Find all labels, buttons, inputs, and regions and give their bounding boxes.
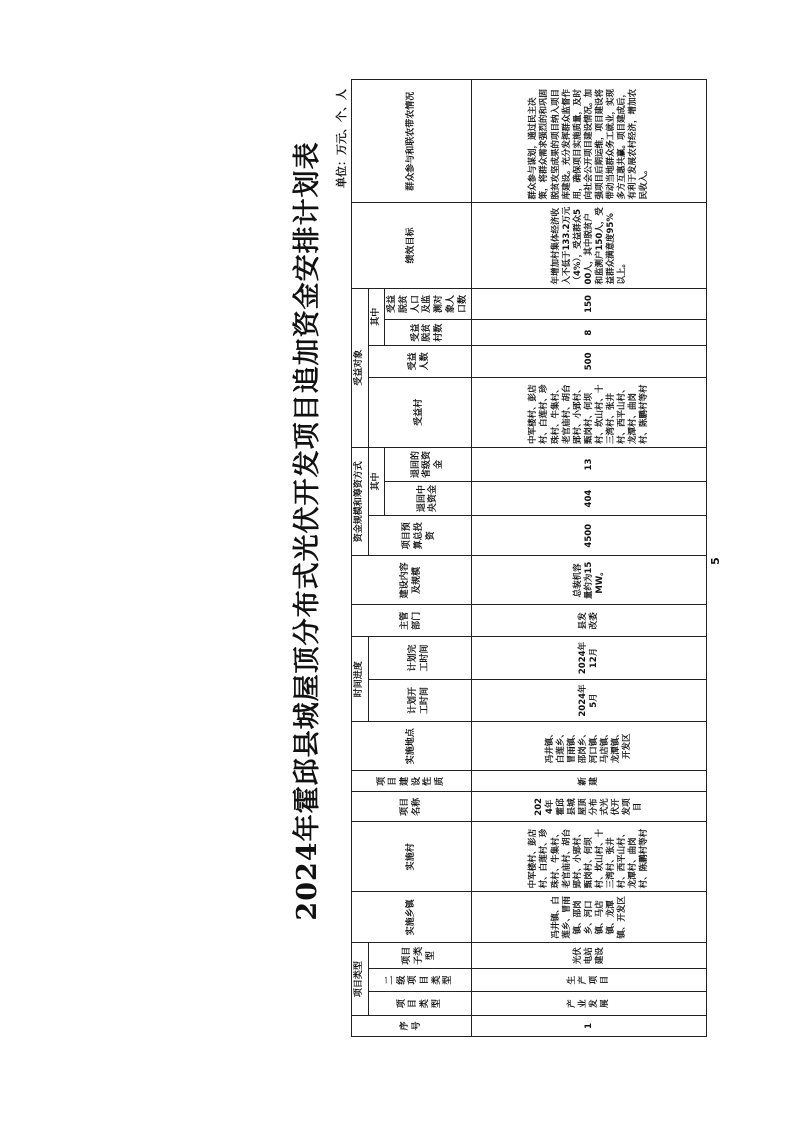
cell-secondary-category: 生产项目 — [472, 968, 707, 991]
header-beneficiary-monitored-population: 受益脱贫人口及监测对象人口数 — [385, 288, 472, 320]
header-authority: 主管部门 — [352, 605, 472, 637]
header-provincial-funds: 退回的省级资金 — [385, 448, 472, 482]
unit-note: 单位：万元、个、人 — [335, 89, 348, 188]
page-number: 5 — [709, 557, 722, 565]
cell-seq: 1 — [472, 1015, 707, 1036]
header-beneficiary-people: 受益人数 — [368, 345, 472, 377]
header-content-scale: 建设内容及规模 — [352, 556, 472, 605]
header-beneficiary-poor-villages: 受益脱贫村数 — [385, 320, 472, 346]
funding-plan-table — [351, 79, 707, 1037]
cell-authority: 县发改委 — [472, 605, 707, 637]
rotated-sheet — [263, 61, 733, 1061]
header-town: 实施乡镇 — [352, 892, 472, 943]
cell-planned-end: 2024年12月 — [472, 637, 707, 680]
cell-sub-category: 光伏电站建设 — [472, 943, 707, 969]
cell-village: 中军楼村、彭店村、白莲村、珍珠村、牛集村、老官庙村、胡台郢村、小郢村、甄岗村、何坝村、坎山村、十三湾村、张井村、西平山村、龙潭村、曲岗村、陈鹏村等村 — [472, 822, 707, 892]
cell-item-category: 产业发展 — [472, 992, 707, 1015]
header-funding: 资金规模和筹资方式 — [352, 448, 369, 556]
cell-beneficiary-poor-villages: 8 — [472, 320, 707, 346]
header-planned-end: 计划完工时间 — [368, 637, 472, 680]
cell-beneficiary-monitored-population: 150 — [472, 288, 707, 320]
header-total-budget: 项目预算总投资 — [368, 516, 472, 556]
cell-central-funds: 404 — [472, 482, 707, 516]
cell-project-name: 2024年霍邱县城屋顶分布式光伏开发项目 — [472, 792, 707, 822]
header-project-name: 项目名称 — [352, 792, 472, 822]
header-village: 实施村 — [352, 822, 472, 892]
header-performance-goal: 绩效目标 — [352, 203, 472, 288]
header-row-1 — [352, 80, 369, 1037]
header-participation: 群众参与和联农带农情况 — [352, 80, 472, 203]
header-location: 实施地点 — [352, 722, 472, 771]
cell-location: 冯井镇、白莲乡、冒雨镇、邵岗乡、河口镇、马店镇、龙潭镇、开发区 — [472, 722, 707, 771]
cell-construction-nature: 新建 — [472, 771, 707, 792]
header-seq: 序号 — [352, 1015, 472, 1036]
cell-beneficiary-people: 500 — [472, 345, 707, 377]
header-time-schedule: 时间进度 — [352, 637, 369, 722]
cell-provincial-funds: 13 — [472, 448, 707, 482]
header-planned-start: 计划开工时间 — [368, 679, 472, 722]
header-project-type: 项目类型 — [352, 943, 369, 1015]
header-beneficiary-of-which: 其中 — [368, 288, 385, 345]
cell-total-budget: 4500 — [472, 516, 707, 556]
cell-participation: 群众参与谋划，通过民主决策，将群众需求强烈的和巩固脱贫攻坚成果的项目纳入项目库建设。充分发挥群众监督作用，确保项目实施质量，及时向社会公开项目建设情况。加强项目后期运维，项目建设将带动当地群众务工就业，实现多方互惠共赢。项目建成后，有利于发展农村经济，增加农民收入。 — [472, 80, 707, 203]
header-funding-of-which: 其中 — [368, 448, 385, 516]
cell-content-scale: 总装机容量约为15MW。 — [472, 556, 707, 605]
cell-beneficiary-villages: 中军楼村、彭店村、白莲村、珍珠村、牛集村、老官庙村、胡台郢村、小郢村、甄岗村、何坝村、坎山村、十三湾村、张井村、西平山村、龙潭村、曲岗村、陈鹏村等村 — [472, 377, 707, 447]
header-sub-category: 项目子类型 — [368, 943, 472, 969]
header-beneficiary-villages: 受益村 — [368, 377, 472, 447]
header-secondary-category: 二级项目类型 — [368, 968, 472, 991]
header-beneficiaries: 受益对象 — [352, 288, 369, 447]
cell-planned-start: 2024年5月 — [472, 679, 707, 722]
page-title: 2024年霍邱县城屋顶分布式光伏开发项目追加资金安排计划表 — [292, 141, 323, 921]
header-item-category: 项目类型 — [368, 992, 472, 1015]
header-central-funds: 退回中央资金 — [385, 482, 472, 516]
header-construction-nature: 项目建设性质 — [352, 771, 472, 792]
cell-performance-goal: 年增加村集体经济收入不低于133.2万元（4%），受益群众500人，其中脱贫户和监测户150人，受益群众满意度95%以上。 — [472, 203, 707, 288]
cell-town: 冯井镇、白莲乡、冒雨镇、邵岗乡、河口镇、马店镇、龙潭镇、开发区 — [472, 892, 707, 943]
table-row — [472, 80, 707, 1037]
